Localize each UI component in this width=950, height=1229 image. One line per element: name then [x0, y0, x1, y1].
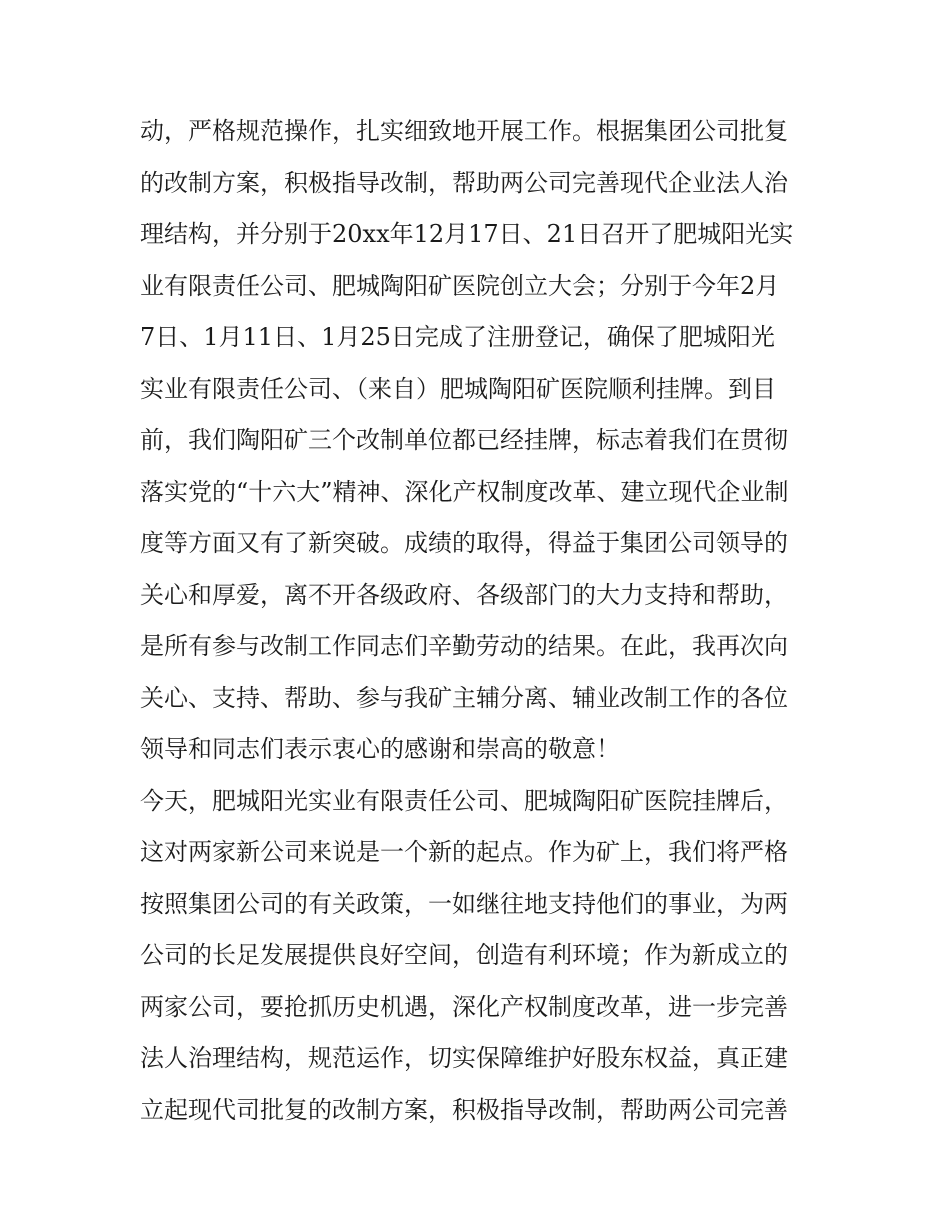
- text-line: 按照集团公司的有关政策，一如继往地支持他们的事业，为两: [140, 889, 788, 918]
- text-line: 是所有参与改制工作同志们辛勤劳动的结果。在此，我再次向: [140, 632, 788, 660]
- text-line: 领导和同志们表示衷心的感谢和崇高的敬意！: [140, 735, 620, 763]
- text-line: 实业有限责任公司、（来自）肥城陶阳矿医院顺利挂牌。到目: [140, 374, 776, 403]
- text-line: 两家公司，要抢抓历史机遇，深化产权制度改革，进一步完善: [140, 992, 788, 1021]
- text-line: 动，严格规范操作，扎实细致地开展工作。根据集团公司批复: [140, 117, 788, 145]
- text-line: 公司的长足发展提供良好空间，创造有利环境；作为新成立的: [140, 941, 788, 969]
- text-line: 前，我们陶阳矿三个改制单位都已经挂牌，标志着我们在贯彻: [140, 426, 788, 454]
- text-line: 这对两家新公司来说是一个新的起点。作为矿上，我们将严格: [140, 838, 788, 866]
- text-line: 业有限责任公司、肥城陶阳矿医院创立大会；分别于今年2月: [140, 271, 780, 300]
- text-line: 立起现代司批复的改制方案，积极指导改制，帮助两公司完善: [140, 1095, 788, 1124]
- text-line: 落实党的“十六大”精神、深化产权制度改革、建立现代企业制: [140, 477, 789, 506]
- text-line: 关心、支持、帮助、参与我矿主辅分离、辅业改制工作的各位: [140, 683, 788, 712]
- text-line: 关心和厚爱，离不开各级政府、各级部门的大力支持和帮助，: [140, 580, 788, 609]
- text-line: 理结构，并分别于20xx年12月17日、21日召开了肥城阳光实: [140, 220, 794, 248]
- text-line: 今天，肥城阳光实业有限责任公司、肥城陶阳矿医院挂牌后，: [140, 786, 788, 815]
- text-line: 的改制方案，积极指导改制，帮助两公司完善现代企业法人治: [140, 168, 788, 197]
- body-text: [140, 106, 820, 1136]
- text-line: 法人治理结构，规范运作，切实保障维护好股东权益，真正建: [140, 1044, 788, 1072]
- text-line: 度等方面又有了新突破。成绩的取得，得益于集团公司领导的: [140, 529, 788, 557]
- text-line: 7日、1月11日、1月25日完成了注册登记，确保了肥城阳光: [140, 323, 775, 351]
